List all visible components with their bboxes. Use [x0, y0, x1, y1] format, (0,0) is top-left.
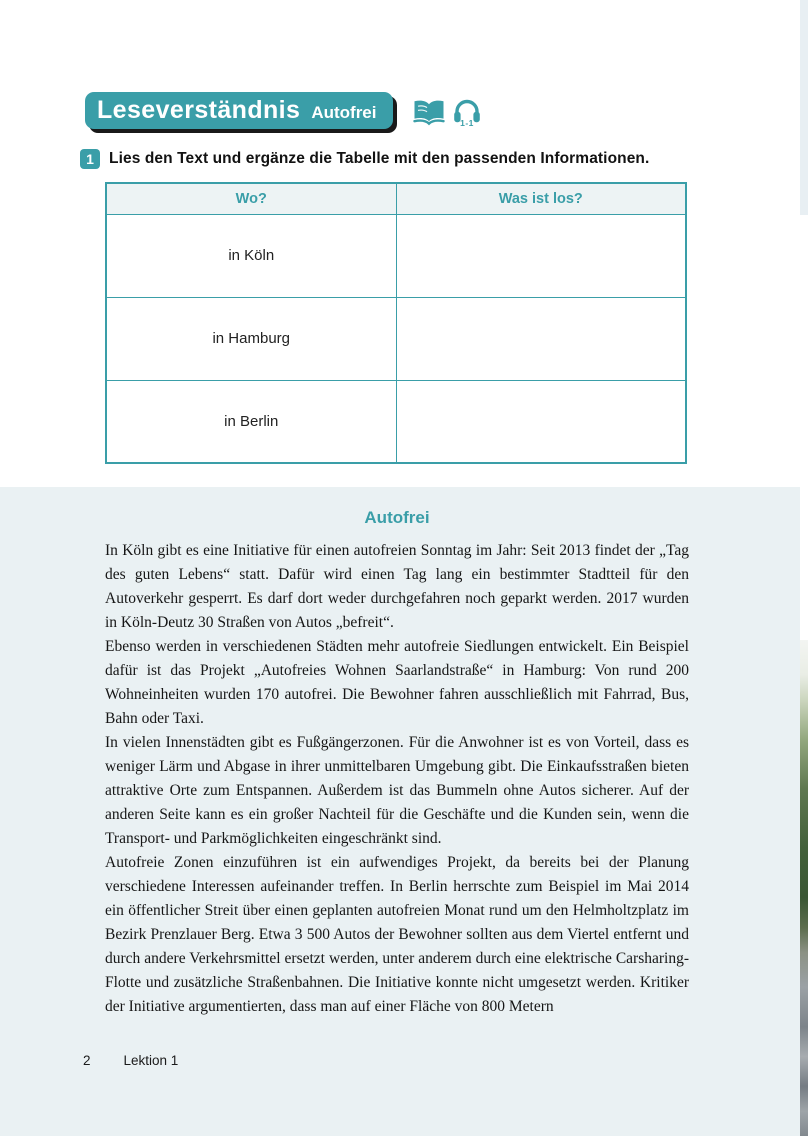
table-cell-place: in Hamburg — [106, 297, 396, 380]
table-cell-answer — [396, 214, 686, 297]
answer-table — [105, 182, 687, 464]
column-header-was-ist-los: Was ist los? — [396, 183, 686, 214]
column-header-wo: Wo? — [106, 183, 396, 214]
open-book-icon — [412, 99, 446, 132]
lesson-label: Lektion 1 — [123, 1053, 179, 1068]
header-icons — [412, 99, 481, 132]
table-row — [106, 214, 686, 297]
headphones-audio-icon — [453, 99, 481, 128]
section-title: Leseverständnis — [97, 95, 301, 124]
table-row — [106, 380, 686, 463]
adjacent-page-photo-sliver — [800, 640, 808, 1136]
exercise-instruction: Lies den Text und ergänze die Tabelle mit den passenden Informationen. — [109, 150, 650, 167]
page-footer — [83, 1053, 178, 1068]
passage-paragraph: In vielen Innenstädten gibt es Fußgängerzonen. Für die Anwohner ist es von Vorteil, dass es weniger Lärm und Abgase in ihrer unmittelbaren Umgebung gibt. Die Einkaufsstraßen bieten attraktive Orte zum Entspannen. Außerdem ist das Bummeln ohne Autos sicherer. Auf der anderen Seite kann es ein großer Nachteil für die Geschäfte und die Kunden sein, wenn die Transport- und Parkmöglichkeiten eingeschränkt sind. — [105, 734, 689, 847]
exercise-heading — [80, 149, 649, 169]
table-cell-answer — [396, 297, 686, 380]
exercise-number-badge: 1 — [80, 149, 100, 169]
passage-paragraph: Ebenso werden in verschiedenen Städten mehr autofreie Siedlungen entwickelt. Ein Beispiel dafür ist das Projekt „Autofreies Wohnen Saarlandstraße“ in Hamburg: Von rund 200 Wohneinheiten wurden 170 autofrei. Die Bewohner fahren ausschließlich mit Fahrrad, Bus, Bahn oder Taxi. — [105, 638, 689, 727]
page-number: 2 — [83, 1053, 91, 1068]
reading-passage-panel — [0, 487, 800, 1136]
reading-passage — [0, 487, 800, 1019]
passage-paragraph: In Köln gibt es eine Initiative für einen autofreien Sonntag im Jahr: Seit 2013 findet der „Tag des guten Lebens“ statt. Dafür wird einen Tag lang ein bestimmter Stadtteil für den Autoverkehr gesperrt. Es darf dort weder durchgefahren noch geparkt werden. 2017 wurden in Köln-Deutz 30 Straßen von Autos „befreit“. — [105, 542, 689, 631]
section-topic: Autofrei — [311, 102, 377, 122]
passage-title: Autofrei — [364, 508, 430, 527]
table-cell-place: in Berlin — [106, 380, 396, 463]
table-row — [106, 297, 686, 380]
passage-paragraph: Autofreie Zonen einzuführen ist ein aufwendiges Projekt, da bereits bei der Planung verschiedene Interessen aufeinander treffen. In Berlin herrschte zum Beispiel im Mai 2014 ein öffentlicher Streit über einen geplanten autofreien Monat rund um den Helmholtzplatz im Bezirk Prenzlauer Berg. Etwa 3 500 Autos der Bewohner sollten aus dem Viertel entfernt und durch andere Verkehrsmittel ersetzt werden, unter anderem durch eine elektrische Carsharing-Flotte und zusätzliche Straßenbahnen. Die Initiative konnte nicht umgesetzt werden. Kritiker der Initiative argumentierten, dass man auf einer Fläche von 800 Metern — [105, 854, 689, 1015]
section-title-badge — [85, 92, 393, 129]
audio-track-label: 1-1 — [460, 118, 474, 128]
adjacent-page-band — [800, 0, 808, 215]
table-cell-place: in Köln — [106, 214, 396, 297]
table-cell-answer — [396, 380, 686, 463]
table-header-row — [106, 183, 686, 214]
